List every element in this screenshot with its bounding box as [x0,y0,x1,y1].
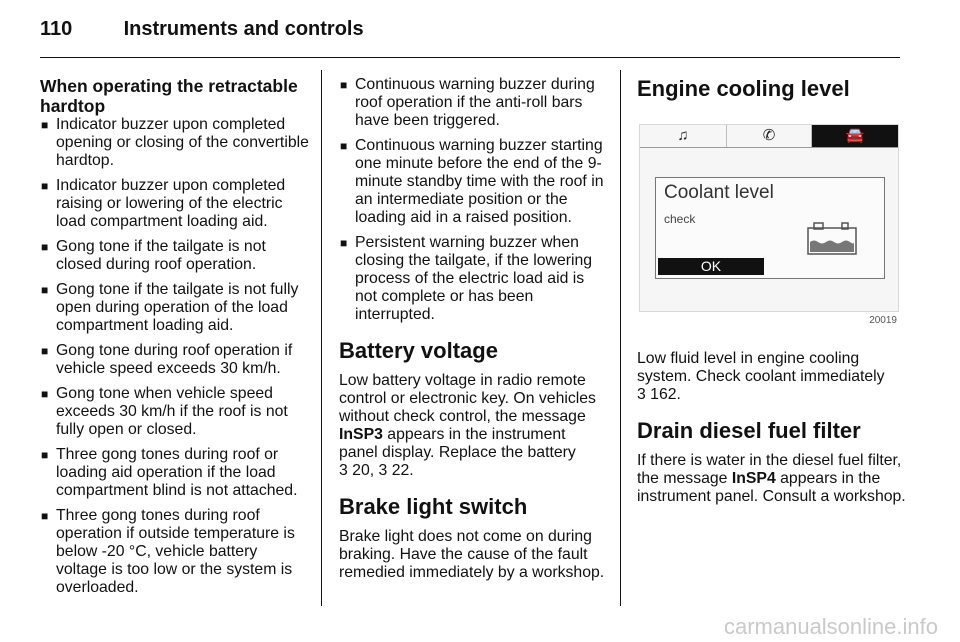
diesel-paragraph [637,452,907,506]
coolant-display-figure [637,120,899,330]
section-heading: When operating the retractable hardtop [40,76,298,116]
message-subtitle: check [664,212,696,226]
column-divider [321,70,322,606]
column-divider [620,70,621,606]
ok-button: OK [658,258,764,275]
section-heading: Engine cooling level [637,76,850,101]
battery-paragraph [339,372,607,480]
figure-number: 20019 [869,315,897,326]
list-item: ■ Continuous warning buzzer starting one minute before the end of the 9-minute standby time with the roof in an intermediate position or the loading aid in a raised position. [339,137,607,227]
paragraph-text: Low fluid level in engine cooling system. Check coolant immediately [637,350,885,385]
list-item: ■ Three gong tones during roof or loading aid operation if the load compartment blind is not attached. [40,446,310,500]
page-reference: 3 20, 3 22. [339,462,414,479]
column-2 [339,76,607,582]
list-item: ■ Gong tone if the tailgate is not fully open during operation of the load compartment loading aid. [40,281,310,335]
list-item: ■ Gong tone if the tailgate is not closed during roof operation. [40,238,310,274]
section-heading: Battery voltage [339,338,498,363]
column-1 [40,76,310,604]
paragraph-text: If there is water in the diesel fuel filter, the message [637,452,902,487]
page-title: Instruments and controls [123,18,364,40]
coolant-reservoir-icon [806,222,858,256]
message-title: Coolant level [664,182,774,203]
car-icon: 🚘 [812,125,898,147]
music-note-icon: ♫ [640,125,727,147]
page-number: 110 [40,18,73,40]
list-item: ■ Continuous warning buzzer during roof operation if the anti-roll bars have been triggered. [339,76,607,130]
page-header [40,18,364,41]
phone-icon: ✆ [727,125,812,147]
section-heading: Brake light switch [339,494,528,519]
header-rule [40,57,900,58]
coolant-paragraph [637,350,907,404]
page-reference: 3 162. [637,386,681,403]
paragraph-text: appears in the instrument panel. Consult a workshop. [637,470,906,505]
display-tab-bar [640,125,898,148]
bullet-list [339,76,607,324]
list-item: ■ Persistent warning buzzer when closing the tailgate, if the lowering process of the electric load aid is not complete or has been interrupted. [339,234,607,324]
list-item: ■ Indicator buzzer upon completed raising or lowering of the electric load compartment loading aid. [40,177,310,231]
info-display-screen [639,124,899,312]
bullet-list [40,116,310,597]
list-item: ■ Gong tone when vehicle speed exceeds 30 km/h if the roof is not fully open or closed. [40,385,310,439]
message-code: InSP4 [731,470,776,487]
message-code: InSP3 [339,426,383,443]
brake-paragraph: Brake light does not come on during braking. Have the cause of the fault remedied immediately by a workshop. [339,528,605,581]
section-heading: Drain diesel fuel filter [637,418,861,443]
paragraph-text: Low battery voltage in radio remote control or electronic key. On vehicles without check control, the message [339,372,596,425]
list-item: ■ Three gong tones during roof operation if outside temperature is below -20 °C, vehicle battery voltage is too low or the system is overloaded. [40,507,310,597]
paragraph-text: appears in the instrument panel display. Replace the battery [339,426,576,461]
list-item: ■ Gong tone during roof operation if vehicle speed exceeds 30 km/h. [40,342,310,378]
column-3 [637,76,907,506]
watermark: carmanualsonline.info [723,614,938,639]
list-item: ■ Indicator buzzer upon completed opening or closing of the convertible hardtop. [40,116,310,170]
